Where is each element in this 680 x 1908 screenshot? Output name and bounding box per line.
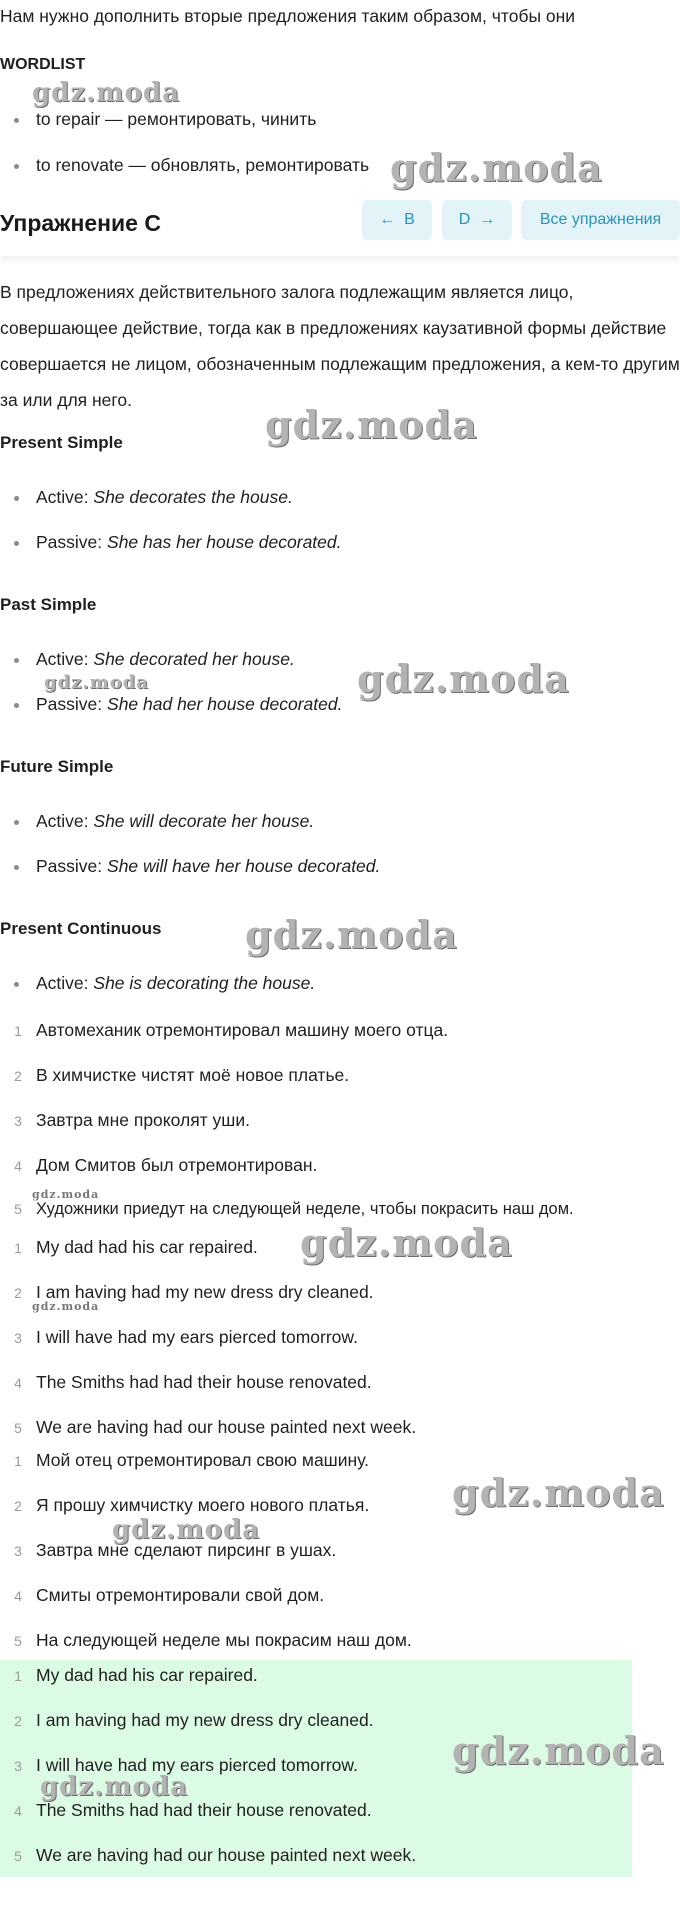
item-text: Дом Смитов был отремонтирован. — [36, 1155, 318, 1175]
watermark: gdz.moda — [44, 672, 149, 693]
watermark: gdz.moda — [452, 1728, 665, 1773]
arrow-left-icon: ← — [379, 211, 396, 228]
active-example — [0, 649, 295, 670]
wordlist-item: to renovate — обновлять, ремонтировать — [0, 155, 369, 176]
item-number: 1 — [14, 1453, 22, 1469]
list-item — [0, 1710, 374, 1731]
active-sentence: She decorates the house. — [93, 487, 293, 507]
item-number: 2 — [14, 1498, 22, 1514]
list-item — [0, 1237, 258, 1258]
item-text: I will have had my ears pierced tomorrow. — [36, 1327, 358, 1347]
active-label: Active: — [36, 649, 89, 669]
passive-example — [0, 694, 342, 715]
list-item — [0, 1800, 372, 1821]
item-number: 1 — [14, 1023, 22, 1039]
active-sentence: She decorated her house. — [93, 649, 295, 669]
item-text: Завтра мне сделают пирсинг в ушах. — [36, 1540, 337, 1560]
passive-example — [0, 532, 342, 553]
passive-sentence: She will have her house decorated. — [107, 856, 381, 876]
item-number: 3 — [14, 1330, 22, 1346]
watermark: gdz.moda — [32, 78, 181, 108]
next-exercise-label: D — [458, 211, 471, 228]
list-item — [0, 1630, 412, 1651]
watermark: gdz.moda — [112, 1515, 261, 1545]
item-text: Художники приедут на следующей неделе, чтобы покрасить наш дом. — [36, 1200, 574, 1218]
intro-fragment: Нам нужно дополнить вторые предложения таким образом, чтобы они — [0, 6, 576, 26]
item-number: 2 — [14, 1713, 22, 1729]
item-number: 3 — [14, 1758, 22, 1774]
item-number: 5 — [14, 1633, 22, 1649]
next-exercise-button[interactable] — [442, 200, 512, 240]
watermark: gdz.moda — [245, 912, 458, 957]
prev-exercise-button[interactable] — [362, 200, 432, 240]
item-number: 2 — [14, 1285, 22, 1301]
arrow-right-icon: → — [479, 211, 496, 228]
list-item — [0, 1155, 317, 1176]
all-exercises-button[interactable]: Все упражнения — [521, 200, 680, 240]
item-text: Я прошу химчистку моего нового платья. — [36, 1495, 370, 1515]
item-text: Автомеханик отремонтировал машину моего отца. — [36, 1020, 449, 1040]
prev-exercise-label: B — [404, 211, 415, 228]
list-item — [0, 1495, 369, 1516]
list-item — [0, 1110, 250, 1131]
item-number: 4 — [14, 1803, 22, 1819]
active-label: Active: — [36, 811, 89, 831]
watermark: gdz.moda — [32, 1188, 100, 1201]
list-item — [0, 1417, 416, 1438]
passive-label: Passive: — [36, 532, 103, 552]
item-text: Завтра мне проколят уши. — [36, 1110, 250, 1130]
list-item — [0, 1200, 574, 1219]
item-number: 4 — [14, 1375, 22, 1391]
item-text: В химчистке чистят моё новое платье. — [36, 1065, 350, 1085]
list-item — [0, 1585, 324, 1606]
watermark: gdz.moda — [390, 145, 603, 190]
list-item — [0, 1372, 372, 1393]
passive-label: Passive: — [36, 856, 103, 876]
item-text: I will have had my ears pierced tomorrow. — [36, 1755, 358, 1775]
wordlist-title: WORDLIST — [0, 56, 86, 73]
active-example — [0, 487, 293, 508]
item-number: 4 — [14, 1588, 22, 1604]
list-item — [0, 1665, 258, 1686]
item-text: I am having had my new dress dry cleaned. — [36, 1282, 374, 1302]
active-label: Active: — [36, 487, 89, 507]
exercise-nav-bar — [0, 196, 680, 256]
passive-label: Passive: — [36, 694, 103, 714]
item-text: Смиты отремонтировали свой дом. — [36, 1585, 325, 1605]
watermark: gdz.moda — [452, 1470, 665, 1515]
list-item — [0, 1450, 369, 1471]
list-item — [0, 1065, 349, 1086]
active-example — [0, 973, 315, 994]
active-example — [0, 811, 314, 832]
item-number: 5 — [14, 1848, 22, 1864]
item-text: The Smiths had had their house renovated. — [36, 1372, 372, 1392]
intro-paragraph: В предложениях действительного залога подлежащим является лицо, совершающее действие, тогда как в предложениях каузативной формы действие совершается не лицом, обозначенным подлежащим предложения, а кем-то другим за или для него. — [0, 282, 680, 410]
item-number: 2 — [14, 1068, 22, 1084]
item-text: I am having had my new dress dry cleaned. — [36, 1710, 374, 1730]
item-text: We are having had our house painted next week. — [36, 1845, 417, 1865]
passive-example — [0, 856, 380, 877]
item-text: The Smiths had had their house renovated. — [36, 1800, 372, 1820]
passive-sentence: She had her house decorated. — [107, 694, 343, 714]
item-number: 3 — [14, 1113, 22, 1129]
section-title: Present Continuous — [0, 919, 162, 938]
item-text: My dad had his car repaired. — [36, 1665, 258, 1685]
watermark: gdz.moda — [357, 656, 570, 701]
item-number: 4 — [14, 1158, 22, 1174]
active-sentence: She will decorate her house. — [93, 811, 315, 831]
item-number: 1 — [14, 1668, 22, 1684]
watermark: gdz.moda — [265, 402, 478, 447]
section-title: Past Simple — [0, 595, 97, 614]
list-item — [0, 1327, 358, 1348]
item-text: На следующей неделе мы покрасим наш дом. — [36, 1630, 412, 1650]
list-item — [0, 1845, 416, 1866]
item-number: 1 — [14, 1240, 22, 1256]
item-text: Мой отец отремонтировал свою машину. — [36, 1450, 370, 1470]
section-title: Future Simple — [0, 757, 114, 776]
section-title: Present Simple — [0, 433, 123, 452]
exercise-title: Упражнение C — [0, 210, 161, 236]
item-number: 3 — [14, 1543, 22, 1559]
item-text: My dad had his car repaired. — [36, 1237, 258, 1257]
item-text: We are having had our house painted next week. — [36, 1417, 417, 1437]
list-item — [0, 1020, 448, 1041]
active-label: Active: — [36, 973, 89, 993]
passive-sentence: She has her house decorated. — [107, 532, 342, 552]
wordlist-item: to repair — ремонтировать, чинить — [0, 109, 316, 130]
item-number: 5 — [14, 1420, 22, 1436]
item-number: 5 — [14, 1201, 22, 1217]
watermark: gdz.moda — [40, 1772, 189, 1802]
active-sentence: She is decorating the house. — [93, 973, 316, 993]
watermark: gdz.moda — [32, 1300, 100, 1313]
watermark: gdz.moda — [300, 1220, 513, 1265]
